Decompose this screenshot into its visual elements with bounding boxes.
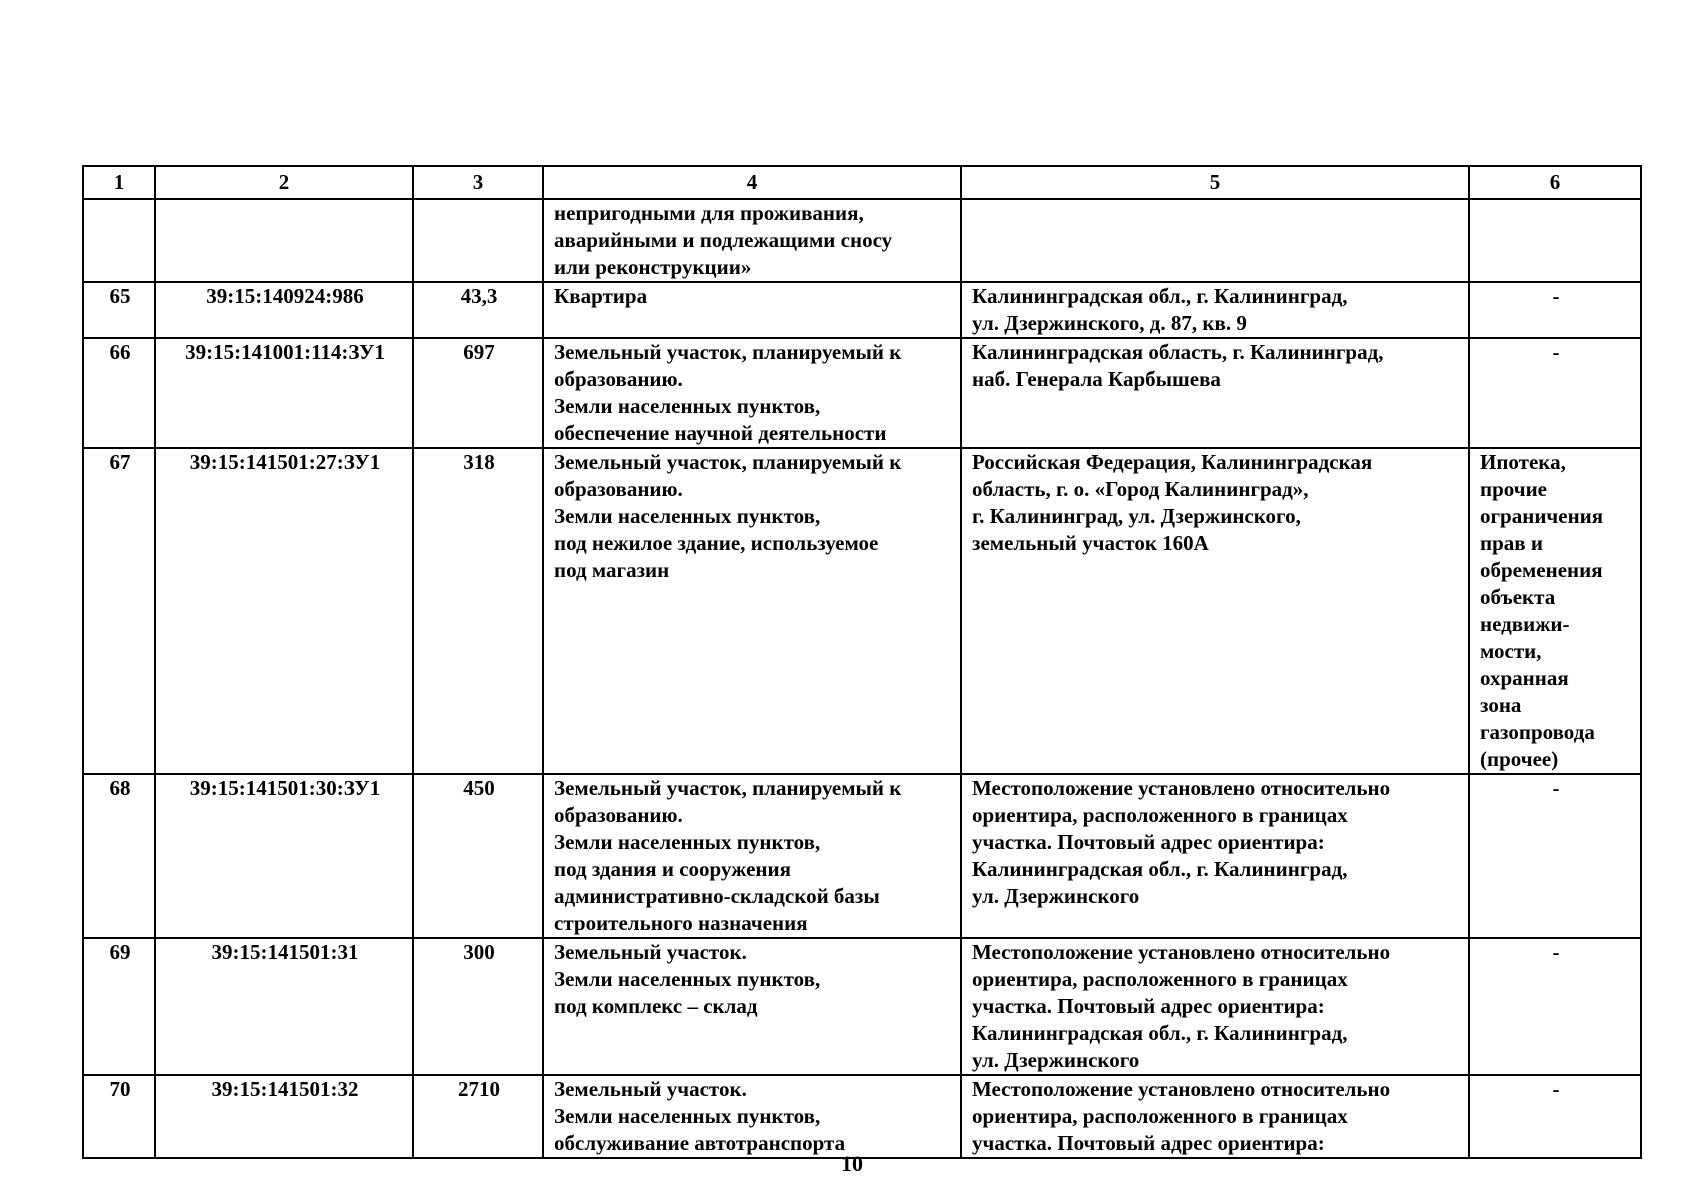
object-description: Земельный участок, планируемый к образованию. Земли населенных пунктов, под здания и сооружения административно-складской базы строительного назначения [543, 774, 961, 938]
cadastral-number: 39:15:141501:32 [155, 1075, 413, 1158]
header-col-4: 4 [543, 166, 961, 199]
header-col-6: 6 [1469, 166, 1641, 199]
row-number: 70 [83, 1075, 155, 1158]
cadastral-number [155, 199, 413, 282]
row-number: 69 [83, 938, 155, 1075]
cadastral-number: 39:15:141501:31 [155, 938, 413, 1075]
table-row [83, 1075, 1641, 1158]
row-number: 65 [83, 282, 155, 338]
header-col-1: 1 [83, 166, 155, 199]
object-address: Местоположение установлено относительно ориентира, расположенного в границах участка. Почтовый адрес ориентира: Калининградская обл., г. Калининград, ул. Дзержинского [961, 938, 1469, 1075]
table-row [83, 199, 1641, 282]
object-address: Калининградская область, г. Калининград, наб. Генерала Карбышева [961, 338, 1469, 448]
encumbrance: - [1469, 282, 1641, 338]
table-row [83, 938, 1641, 1075]
object-description: непригодными для проживания, аварийными и подлежащими сносу или реконструкции» [543, 199, 961, 282]
table-row [83, 338, 1641, 448]
row-number: 66 [83, 338, 155, 448]
object-address: Российская Федерация, Калининградская область, г. о. «Город Калининград», г. Калининград, ул. Дзержинского, земельный участок 160А [961, 448, 1469, 774]
area-value: 300 [413, 938, 543, 1075]
object-address: Калининградская обл., г. Калининград, ул. Дзержинского, д. 87, кв. 9 [961, 282, 1469, 338]
cadastral-number: 39:15:140924:986 [155, 282, 413, 338]
object-description: Земельный участок, планируемый к образованию. Земли населенных пунктов, под нежилое здание, используемое под магазин [543, 448, 961, 774]
encumbrance: - [1469, 938, 1641, 1075]
property-registry-table [82, 165, 1642, 1159]
cadastral-number: 39:15:141501:27:ЗУ1 [155, 448, 413, 774]
encumbrance: - [1469, 1075, 1641, 1158]
object-description: Земельный участок. Земли населенных пунктов, под комплекс – склад [543, 938, 961, 1075]
table-row [83, 282, 1641, 338]
header-col-2: 2 [155, 166, 413, 199]
object-description: Земельный участок, планируемый к образованию. Земли населенных пунктов, обеспечение научной деятельности [543, 338, 961, 448]
cadastral-number: 39:15:141001:114:ЗУ1 [155, 338, 413, 448]
row-number: 67 [83, 448, 155, 774]
cadastral-number: 39:15:141501:30:ЗУ1 [155, 774, 413, 938]
encumbrance: - [1469, 338, 1641, 448]
table-header-row [83, 166, 1641, 199]
object-address: Местоположение установлено относительно ориентира, расположенного в границах участка. Почтовый адрес ориентира: [961, 1075, 1469, 1158]
table-row [83, 774, 1641, 938]
object-address: Местоположение установлено относительно ориентира, расположенного в границах участка. Почтовый адрес ориентира: Калининградская обл., г. Калининград, ул. Дзержинского [961, 774, 1469, 938]
header-col-3: 3 [413, 166, 543, 199]
table-row [83, 448, 1641, 774]
area-value: 697 [413, 338, 543, 448]
encumbrance [1469, 199, 1641, 282]
object-address [961, 199, 1469, 282]
area-value [413, 199, 543, 282]
area-value: 43,3 [413, 282, 543, 338]
page-number: 10 [841, 1151, 863, 1176]
area-value: 2710 [413, 1075, 543, 1158]
encumbrance: Ипотека, прочие ограничения прав и обременения объекта недвижи- мости, охранная зона газопровода (прочее) [1469, 448, 1641, 774]
row-number [83, 199, 155, 282]
object-description: Земельный участок. Земли населенных пунктов, обслуживание автотранспорта [543, 1075, 961, 1158]
encumbrance: - [1469, 774, 1641, 938]
row-number: 68 [83, 774, 155, 938]
header-col-5: 5 [961, 166, 1469, 199]
area-value: 318 [413, 448, 543, 774]
area-value: 450 [413, 774, 543, 938]
object-description: Квартира [543, 282, 961, 338]
